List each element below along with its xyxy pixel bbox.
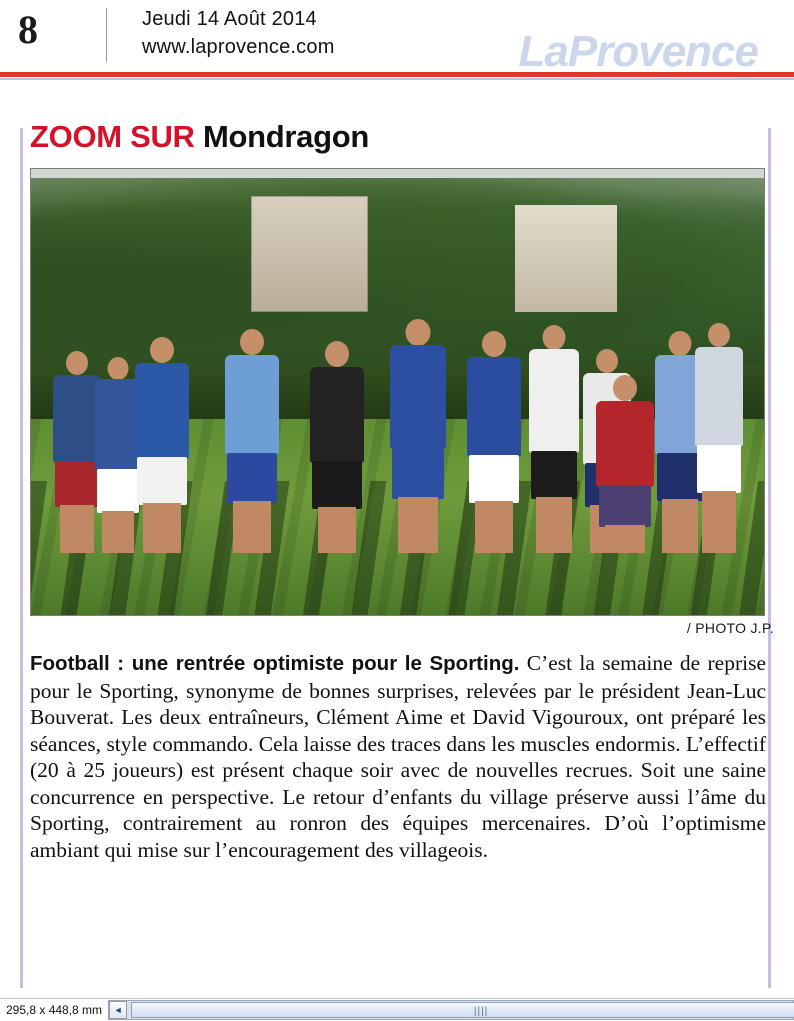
scrollbar-grip: |||| (473, 1006, 489, 1017)
dimensions-label: 295,8 x 448,8 mm (6, 1003, 103, 1017)
masthead-logo: LaProvence (518, 30, 758, 70)
article-lede: Football : une rentrée optimiste pour le Sporting. (30, 652, 520, 675)
article-photo (30, 168, 765, 616)
photo-credit: / PHOTO J.P. (686, 620, 774, 636)
photo-player (525, 321, 583, 553)
page-number: 8 (18, 7, 38, 52)
issue-date: Jeudi 14 Août 2014 (142, 8, 317, 30)
page-header (0, 0, 794, 72)
photo-player (463, 315, 525, 553)
article-body (30, 650, 766, 863)
headline-place: Mondragon (202, 119, 370, 154)
header-red-rule (0, 72, 794, 77)
headline-kicker: ZOOM SUR (30, 119, 195, 154)
status-bar (0, 998, 794, 1021)
scrollbar-thumb[interactable] (131, 1002, 794, 1018)
article (22, 120, 774, 863)
article-headline (30, 120, 774, 154)
website-url: www.laprovence.com (142, 36, 335, 58)
header-blue-rule (0, 78, 794, 80)
photo-player (691, 321, 747, 553)
photo-team-row (31, 258, 764, 552)
header-divider (106, 8, 107, 62)
photo-player (221, 317, 283, 553)
horizontal-scrollbar[interactable] (108, 1000, 794, 1020)
photo-player (386, 309, 450, 553)
scroll-left-button[interactable]: ◄ (109, 1001, 127, 1019)
photo-player (593, 347, 657, 553)
article-body-text: C’est la semaine de reprise pour le Sporting, synonyme de bonnes surprises, relevées par le président Jean-Luc Bouverat. Les deux entraîneurs, Clément Aime et David Vigouroux, ont préparé les séances, style commando. Cela laisse des traces dans les muscles endormis. L’effectif (20 à 25 joueurs) est présent chaque soir avec de nouvelles recrues. Soit une saine concurrence en perspective. Le retour d’enfants du village préserve aussi l’âme du Sporting, contrairement au ronron des équipes mercenaires. D’où l’optimisme ambiant qui mise sur l’encouragement des villageois. (30, 651, 766, 862)
photo-player (131, 321, 193, 553)
photo-player (306, 319, 368, 553)
